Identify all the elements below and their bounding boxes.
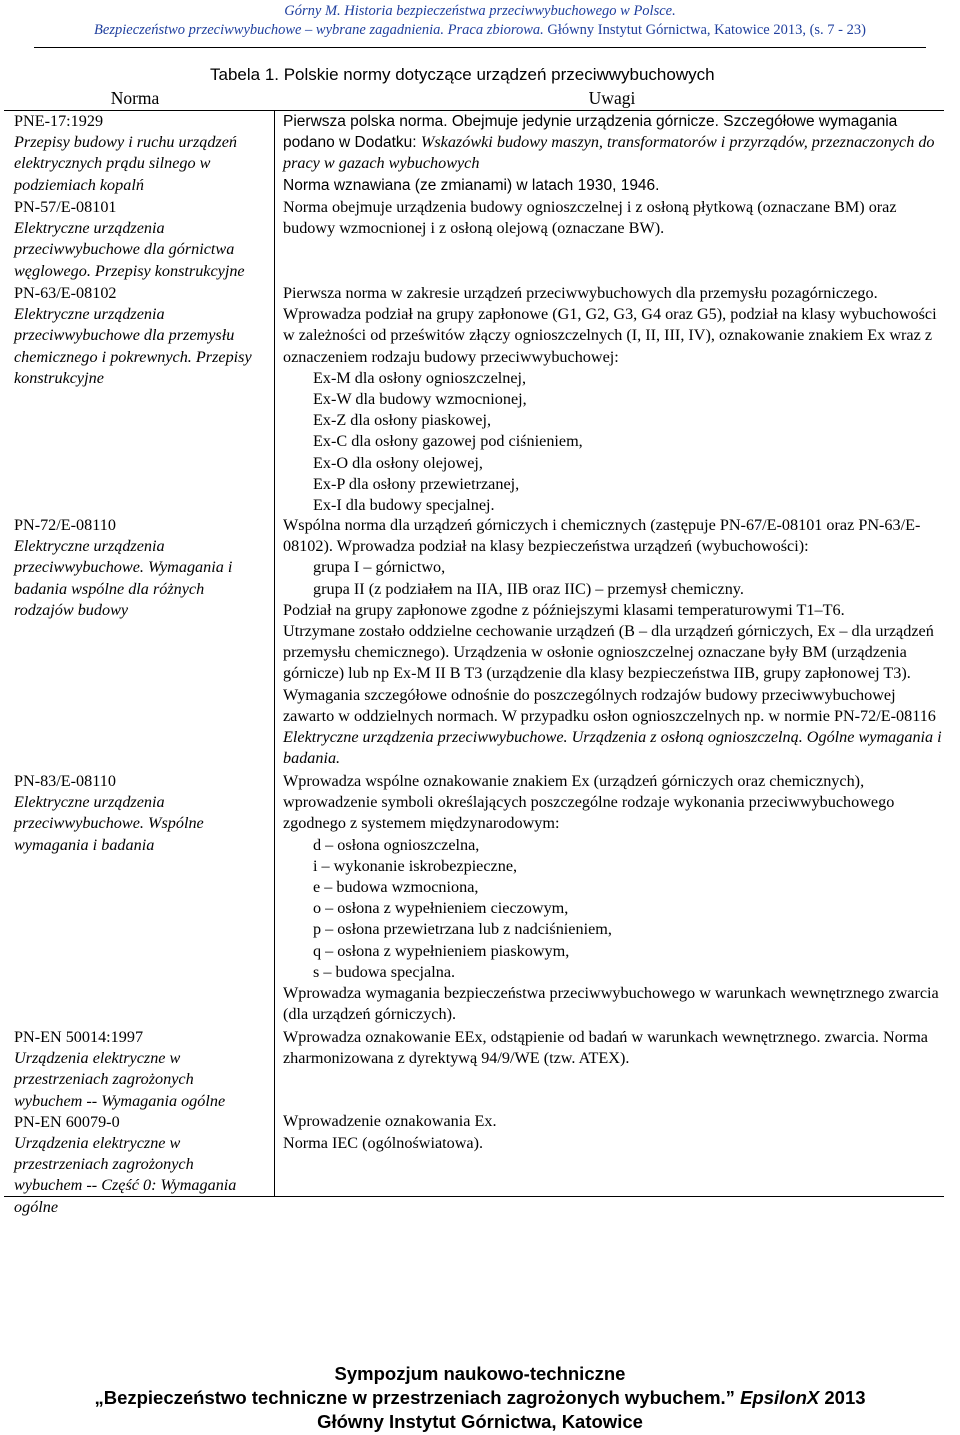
table-row-4-norma xyxy=(14,515,264,621)
footer-line-1: Sympozjum naukowo-techniczne xyxy=(334,1363,626,1384)
table-row-6-uwagi xyxy=(283,1027,943,1154)
list-item: p – osłona przewietrzana lub z nadciśnieniem, xyxy=(313,920,612,939)
table-row-3-norma xyxy=(14,283,264,389)
norm-code: PN-57/E-08101 xyxy=(14,198,117,216)
table-row-5-uwagi xyxy=(283,771,943,1025)
remark-text: Podział na grupy zapłonowe zgodne z późniejszymi klasami temperaturowymi T1–T6. xyxy=(283,600,845,619)
remark-text: Norma obejmuje urządzenia budowy ognioszczelnej i z osłoną płytkową (oznaczane BM) oraz budowy wzmocnionej i z osłoną olejową (oznaczane BW). xyxy=(283,198,897,238)
norm-title: Elektryczne urządzenia przeciwwybuchowe dla górnictwa węglowego. Przepisy konstrukcyjne xyxy=(14,219,245,280)
list-item: Ex-M dla osłony ognioszczelnej, xyxy=(313,368,527,387)
list-item: i – wykonanie iskrobezpieczne, xyxy=(313,856,518,875)
citation-line-2 xyxy=(0,21,960,40)
norm-title: Urządzenia elektryczne w przestrzeniach zagrożonych wybuchem -- Część 0: Wymagania ogólne xyxy=(14,1134,237,1216)
remark-italic: Elektryczne urządzenia przeciwwybuchowe. Urządzenia z osłoną ognioszczelną. Ogólne wymagania i badania. xyxy=(283,728,942,768)
norm-code: PN-EN 60079-0 xyxy=(14,1112,120,1131)
list-item: Ex-P dla osłony przewietrzanej, xyxy=(313,474,520,493)
table-row-6-norma xyxy=(14,1027,264,1218)
remark-text: Pierwsza polska norma. Obejmuje jedynie urządzenia górnicze. Szczegółowe wymagania podano w Dodatku: xyxy=(283,113,898,152)
remark-text: Wspólna norma dla urządzeń górniczych i chemicznych (zastępuje PN-67/E-08101 oraz PN-63/E-08102). Wprowadza podział na klasy bezpieczeństwa urządzeń (wybuchowości): xyxy=(283,516,921,556)
remark-italic: Wskazówki budowy maszyn, transformatorów i przyrządów, przeznaczonych do pracy w gazach wybuchowych xyxy=(283,133,935,173)
list-item: e – budowa wzmocniona, xyxy=(313,878,479,897)
table-row-5-norma xyxy=(14,771,264,856)
table-row-3-uwagi xyxy=(283,283,943,516)
norm-title: Elektryczne urządzenia przeciwwybuchowe. Wymagania i badania wspólne dla różnych rodzajów budowy xyxy=(14,537,233,619)
footer xyxy=(0,1362,960,1434)
norm-title: Przepisy budowy i ruchu urządzeń elektrycznych prądu silnego w podziemiach kopalń xyxy=(14,133,238,194)
list-item: s – budowa specjalna. xyxy=(313,962,456,981)
citation-header xyxy=(0,2,960,40)
list-item: q – osłona z wypełnieniem piaskowym, xyxy=(313,941,570,960)
norm-code: PN-EN 50014:1997 xyxy=(14,1028,144,1046)
list-item: grupa I – górnictwo, xyxy=(313,558,446,577)
citation-publisher: Główny Instytut Górnictwa, Katowice 2013, (s. 7 - 23) xyxy=(543,22,866,38)
norm-title: Elektryczne urządzenia przeciwwybuchowe. Wspólne wymagania i badania xyxy=(14,793,204,854)
citation-line-1 xyxy=(0,2,960,21)
remark-text: Wprowadza wymagania bezpieczeństwa przeciwwybuchowego w warunkach wewnętrznego zwarcia (dla urządzeń górniczych). xyxy=(283,984,939,1024)
table-row-2-norma xyxy=(14,197,264,282)
column-header-uwagi: Uwagi xyxy=(588,88,636,108)
list-item: Ex-Z dla osłony piaskowej, xyxy=(313,411,492,430)
norm-code: PN-83/E-08110 xyxy=(14,772,116,790)
table-column-divider xyxy=(274,110,275,1196)
remark-text: Norma IEC (ogólnoświatowa). xyxy=(283,1133,484,1152)
remark-text: Norma wznawiana (ze zmianami) w latach 1930, 1946. xyxy=(283,176,660,194)
list-item: Ex-C dla osłony gazowej pod ciśnieniem, xyxy=(313,432,583,451)
table-row-1-norma xyxy=(14,111,264,196)
remark-text: Wprowadza oznakowanie EEx, odstąpienie od badań w warunkach wewnętrznego. zwarcia. Norma zharmonizowana z dyrektywą 94/9/WE (tzw. ATEX). xyxy=(283,1028,928,1068)
footer-year: 2013 xyxy=(819,1387,866,1408)
list-item: d – osłona ognioszczelna, xyxy=(313,835,480,854)
norm-title: Elektryczne urządzenia przeciwwybuchowe dla przemysłu chemicznego i pokrewnych. Przepisy konstrukcyjne xyxy=(14,305,252,387)
footer-brand: EpsilonX xyxy=(740,1387,820,1408)
norm-code: PN-63/E-08102 xyxy=(14,284,117,302)
header-divider xyxy=(34,47,926,48)
list-item: Ex-I dla budowy specjalnej. xyxy=(313,496,495,515)
footer-line-3: Główny Instytut Górnictwa, Katowice xyxy=(317,1411,643,1432)
norm-code: PN-72/E-08110 xyxy=(14,516,116,534)
list-item: Ex-O dla osłony olejowej, xyxy=(313,453,483,472)
table-row-2-uwagi xyxy=(283,197,943,239)
table-caption: Tabela 1. Polskie normy dotyczące urządzeń przeciwwybuchowych xyxy=(210,65,715,84)
table-row-1-uwagi xyxy=(283,111,943,196)
remark-text: Wprowadza wspólne oznakowanie znakiem Ex (urządzeń górniczych oraz chemicznych), wprowadzenie symboli określających poszczególne rodzaje wykonania przeciwwybuchowego zgodnego z systemem międzynarodowym: xyxy=(283,772,895,833)
norm-code: PNE-17:1929 xyxy=(14,112,104,130)
citation-book-title: Bezpieczeństwo przeciwwybuchowe – wybrane zagadnienia. Praca zbiorowa. xyxy=(94,22,544,38)
list-item: grupa II (z podziałem na IIA, IIB oraz IIC) – przemysł chemiczny. xyxy=(313,579,744,598)
norm-title: Urządzenia elektryczne w przestrzeniach zagrożonych wybuchem -- Wymagania ogólne xyxy=(14,1049,226,1110)
table-row-4-uwagi xyxy=(283,515,943,769)
column-header-norma: Norma xyxy=(110,88,160,108)
citation-author-title: Górny M. Historia bezpieczeństwa przeciwwybuchowego w Polsce. xyxy=(284,3,676,19)
footer-title: „Bezpieczeństwo techniczne w przestrzeniach zagrożonych wybuchem.” xyxy=(94,1387,735,1408)
list-item: o – osłona z wypełnieniem cieczowym, xyxy=(313,899,569,918)
footer-line-2 xyxy=(0,1386,960,1410)
table-bottom-rule xyxy=(4,1196,944,1197)
remark-text: Pierwsza norma w zakresie urządzeń przeciwwybuchowych dla przemysłu pozagórniczego. Wprowadza podział na grupy zapłonowe (G1, G2, G3, G4 oraz G5), podział na klasy wybuchowości w zależności od prześwitów złączy ognioszczelnych (I, II, III, IV), oznakowanie znakiem Ex wraz z oznaczeniem rodzaju budowy przeciwwybuchowej: xyxy=(283,284,937,366)
list-item: Ex-W dla budowy wzmocnionej, xyxy=(313,390,527,409)
remark-text: Wprowadzenie oznakowania Ex. xyxy=(283,1112,497,1131)
remark-text: Utrzymane zostało oddzielne cechowanie urządzeń (B – dla urządzeń górniczych, Ex – dla urządzeń przemysłu chemicznego). Urządzenia w osłonie ognioszczelnej oznaczane były BM (urządzenia górnicze) lub np Ex-M II B T3 (urządzenie dla klasy bezpieczeństwa IIB, grupy zapłonowej T3). Wymagania szczegółowe odnośnie do poszczególnych rodzajów budowy przeciwwybuchowej zawarto w oddzielnych normach. W przypadku osłon ognioszczelnych np. w normie PN-72/E-08116 xyxy=(283,622,936,725)
